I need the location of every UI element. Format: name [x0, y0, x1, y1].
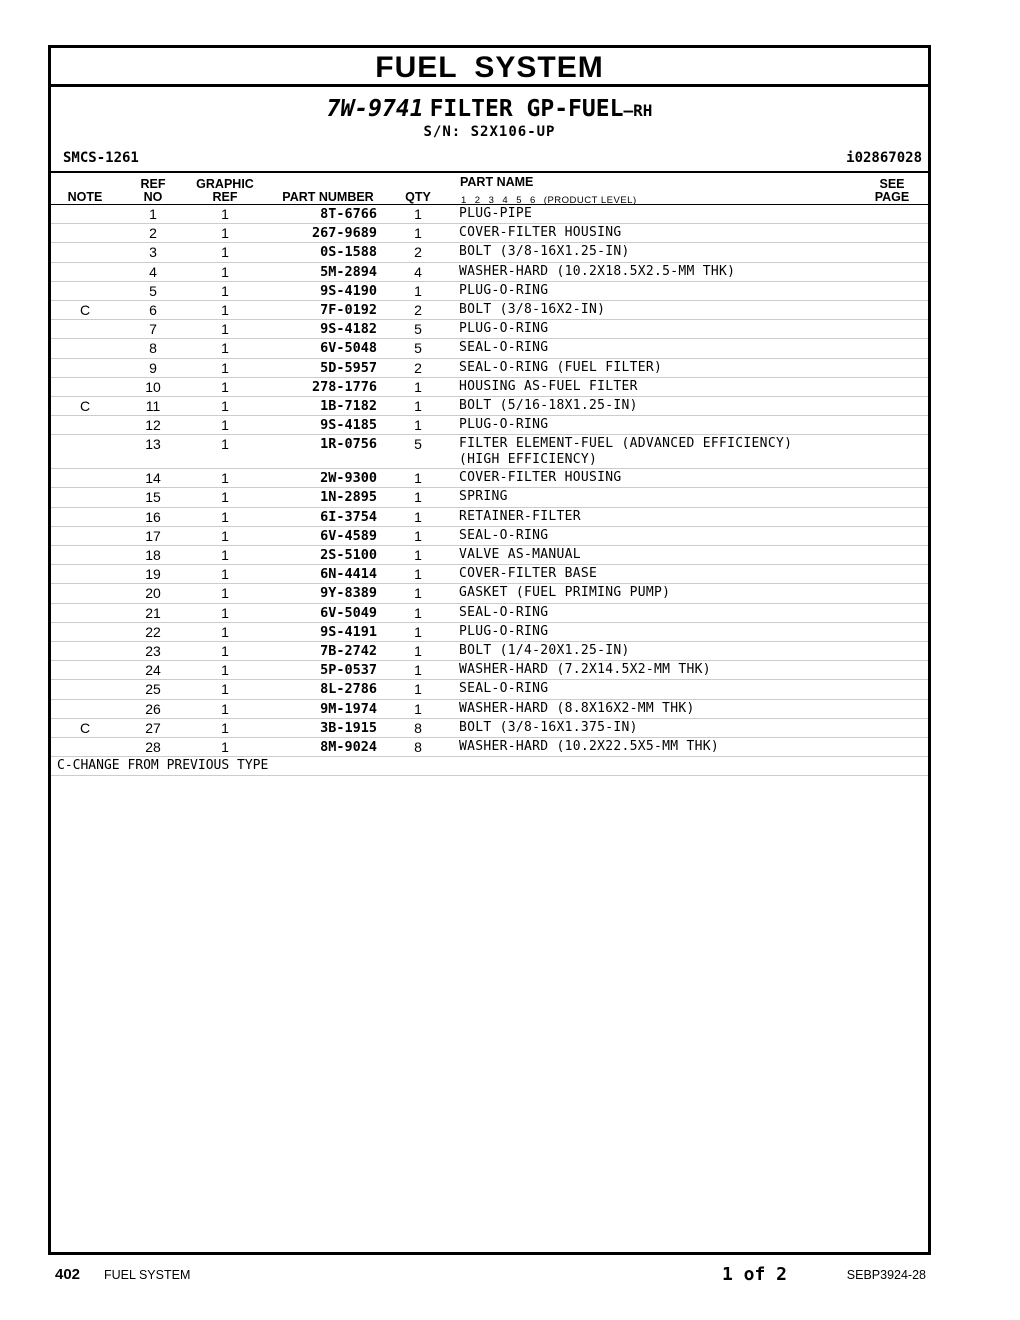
illustration-id: i02867028: [846, 150, 922, 166]
footnote-text: C-CHANGE FROM PREVIOUS TYPE: [57, 758, 269, 774]
part-number-cell: 9Y-8389: [320, 585, 377, 602]
graphic-ref-cell: 1: [221, 282, 229, 299]
part-number-cell: 9S-4190: [320, 282, 377, 299]
ref-no-cell: 20: [145, 585, 161, 602]
column-header-part-name: PART NAME: [460, 175, 534, 189]
part-name-cell: [459, 417, 889, 433]
part-number-cell: 5D-5957: [320, 359, 377, 376]
table-row: [51, 488, 928, 507]
graphic-ref-cell: 1: [221, 489, 229, 506]
part-name-line: WASHER-HARD (10.2X18.5X2.5-MM THK): [459, 263, 736, 279]
graphic-ref-cell: 1: [221, 206, 229, 222]
product-level-6: 6: [529, 195, 536, 206]
footer-doc-id: SEBP3924-28: [846, 1268, 926, 1282]
ref-no-cell: 12: [145, 417, 161, 434]
ref-no-cell: 28: [145, 738, 161, 755]
part-name-cell: [459, 264, 889, 280]
qty-cell: 1: [414, 378, 422, 395]
ref-no-cell: 10: [145, 378, 161, 395]
part-name-cell: [459, 624, 889, 640]
graphic-ref-cell: 1: [221, 604, 229, 621]
table-row: [51, 719, 928, 738]
ref-no-cell: 15: [145, 489, 161, 506]
part-number-cell: 1B-7182: [320, 397, 377, 414]
table-row: [51, 378, 928, 397]
qty-cell: 1: [414, 642, 422, 659]
ref-no-cell: 5: [149, 282, 157, 299]
part-name-cell: [459, 720, 889, 736]
part-name-line: (HIGH EFFICIENCY): [459, 451, 598, 467]
table-row: [51, 604, 928, 623]
graphic-ref-cell: 1: [221, 642, 229, 659]
qty-cell: 4: [414, 263, 422, 280]
qty-cell: 2: [414, 359, 422, 376]
ref-no-cell: 23: [145, 642, 161, 659]
graphic-ref-cell: 1: [221, 417, 229, 434]
part-name-cell: [459, 643, 889, 659]
ref-no-cell: 16: [145, 508, 161, 525]
part-name-line: BOLT (3/8-16X1.375-IN): [459, 719, 638, 735]
graphic-ref-cell: 1: [221, 566, 229, 583]
part-number-cell: 9M-1974: [320, 700, 377, 717]
graphic-ref-cell: 1: [221, 681, 229, 698]
part-number-cell: 8L-2786: [320, 681, 377, 698]
note-cell: C: [79, 397, 91, 414]
part-name-cell: [459, 283, 889, 299]
ref-no-cell: 14: [145, 470, 161, 487]
part-name-line: WASHER-HARD (7.2X14.5X2-MM THK): [459, 662, 711, 678]
graphic-ref-cell: 1: [221, 662, 229, 679]
qty-cell: 5: [414, 340, 422, 357]
qty-cell: 1: [414, 662, 422, 679]
ref-no-cell: 17: [145, 527, 161, 544]
graphic-ref-cell: 1: [221, 508, 229, 525]
part-name-cell: [459, 509, 889, 525]
graphic-ref-cell: 1: [221, 623, 229, 640]
graphic-ref-cell: 1: [221, 719, 229, 736]
ref-no-cell: 19: [145, 566, 161, 583]
part-name-line: SEAL-O-RING: [459, 340, 549, 356]
footer-section: FUEL SYSTEM: [104, 1268, 191, 1282]
qty-cell: 8: [414, 738, 422, 755]
graphic-ref-cell: 1: [221, 397, 229, 414]
qty-cell: 1: [414, 397, 422, 414]
part-name-line: COVER-FILTER BASE: [459, 566, 598, 582]
graphic-header-line1: GRAPHIC: [196, 177, 254, 191]
part-name-line: PLUG-PIPE: [459, 206, 533, 221]
ref-no-cell: 8: [149, 340, 157, 357]
qty-cell: 5: [414, 436, 422, 453]
ref-no-cell: 9: [149, 359, 157, 376]
footer-page-of: 1 of 2: [722, 1264, 788, 1285]
column-header-note: NOTE: [67, 190, 103, 204]
qty-cell: 1: [414, 417, 422, 434]
qty-cell: 1: [414, 225, 422, 242]
ref-header-line1: REF: [140, 177, 166, 191]
part-name-cell: [459, 701, 889, 717]
ref-no-cell: 3: [149, 244, 157, 261]
product-level-4: 4: [502, 195, 509, 206]
part-number-cell: 9S-4182: [320, 321, 377, 338]
part-number-cell: 0S-1588: [320, 244, 377, 261]
part-number-cell: 8T-6766: [320, 206, 377, 222]
part-name-cell: [459, 585, 889, 601]
product-level-label: (PRODUCT LEVEL): [543, 195, 637, 206]
table-row: [51, 397, 928, 416]
table-row: [51, 680, 928, 699]
qty-cell: 1: [414, 585, 422, 602]
part-name-cell: [459, 302, 889, 318]
graphic-ref-cell: 1: [221, 225, 229, 242]
part-name-cell: [459, 489, 889, 505]
part-name-cell: [459, 528, 889, 544]
footnote-row: [51, 757, 928, 776]
qty-cell: 2: [414, 244, 422, 261]
qty-cell: 1: [414, 470, 422, 487]
qty-cell: 1: [414, 700, 422, 717]
ref-no-cell: 18: [145, 547, 161, 563]
group-name: FILTER GP-FUEL: [429, 96, 624, 122]
table-row: [51, 435, 928, 469]
group-number: 7W-9741: [326, 96, 424, 122]
parts-table-body: [51, 205, 928, 776]
column-header-ref-no: [135, 178, 171, 204]
graphic-header-line2: REF: [212, 190, 238, 204]
serial-number: S/N: S2X106-UP: [423, 124, 556, 140]
table-row: [51, 469, 928, 488]
table-row: [51, 320, 928, 339]
table-row: [51, 359, 928, 378]
part-number-cell: 6V-4589: [320, 527, 377, 544]
part-number-cell: 278-1776: [311, 378, 377, 395]
product-level-1: 1: [461, 195, 467, 206]
part-name-cell: [459, 547, 889, 563]
product-level-3: 3: [488, 195, 495, 206]
part-number-cell: 7B-2742: [320, 642, 377, 659]
part-name-cell: [459, 244, 889, 260]
table-row: [51, 661, 928, 680]
table-row: [51, 263, 928, 282]
part-name-line: BOLT (5/16-18X1.25-IN): [459, 397, 638, 413]
graphic-ref-cell: 1: [221, 378, 229, 395]
ref-no-cell: 26: [145, 700, 161, 717]
ref-no-cell: 13: [145, 436, 161, 453]
graphic-ref-cell: 1: [221, 547, 229, 563]
ref-no-cell: 24: [145, 662, 161, 679]
section-title: FUEL SYSTEM: [375, 51, 604, 84]
ref-no-cell: 4: [149, 263, 157, 280]
part-name-line: RETAINER-FILTER: [459, 508, 581, 524]
graphic-ref-cell: 1: [221, 527, 229, 544]
graphic-ref-cell: 1: [221, 340, 229, 357]
graphic-ref-cell: 1: [221, 263, 229, 280]
qty-cell: 5: [414, 321, 422, 338]
part-name-line: PLUG-O-RING: [459, 417, 549, 433]
column-header-qty: QTY: [405, 190, 431, 204]
part-number-cell: 6V-5048: [320, 340, 377, 357]
qty-cell: 1: [414, 566, 422, 583]
part-name-cell: [459, 681, 889, 697]
part-name-line: SEAL-O-RING: [459, 681, 549, 697]
graphic-ref-cell: 1: [221, 470, 229, 487]
part-number-cell: 2S-5100: [320, 547, 377, 563]
table-row: [51, 205, 928, 224]
qty-cell: 1: [414, 489, 422, 506]
part-name-line: HOUSING AS-FUEL FILTER: [459, 378, 638, 394]
qty-cell: 1: [414, 547, 422, 563]
part-number-cell: 6N-4414: [320, 566, 377, 583]
part-name-line: FILTER ELEMENT-FUEL (ADVANCED EFFICIENCY): [459, 436, 793, 452]
table-row: [51, 738, 928, 757]
part-number-cell: 2W-9300: [320, 470, 377, 487]
part-name-line: SEAL-O-RING: [459, 604, 549, 620]
ref-no-cell: 6: [149, 301, 157, 318]
part-name-line: SPRING: [459, 489, 508, 505]
column-header-graphic-ref: [191, 178, 259, 204]
part-number-cell: 6V-5049: [320, 604, 377, 621]
graphic-ref-cell: 1: [221, 585, 229, 602]
table-row: [51, 642, 928, 661]
part-number-cell: 6I-3754: [320, 508, 377, 525]
part-name-line: BOLT (1/4-20X1.25-IN): [459, 642, 630, 658]
part-name-cell: [459, 470, 889, 486]
part-name-cell: [459, 739, 889, 755]
part-name-line: PLUG-O-RING: [459, 321, 549, 337]
table-row: [51, 623, 928, 642]
ref-header-line2: NO: [143, 190, 163, 204]
part-name-cell: [459, 340, 889, 356]
qty-cell: 8: [414, 719, 422, 736]
ref-no-cell: 27: [145, 719, 161, 736]
table-row: [51, 301, 928, 320]
part-name-cell: [459, 566, 889, 582]
qty-cell: 2: [414, 301, 422, 318]
part-name-cell: [459, 360, 889, 376]
part-number-cell: 7F-0192: [320, 301, 377, 318]
qty-cell: 1: [414, 604, 422, 621]
graphic-ref-cell: 1: [221, 700, 229, 717]
part-number-cell: 1R-0756: [320, 436, 377, 453]
table-row: [51, 565, 928, 584]
part-name-cell: [459, 379, 889, 395]
qty-cell: 1: [414, 623, 422, 640]
footer-page-number: 402: [55, 1266, 81, 1283]
ref-no-cell: 11: [145, 397, 161, 414]
part-number-cell: 3B-1915: [320, 719, 377, 736]
see-header-line2: PAGE: [874, 190, 910, 204]
table-row: [51, 584, 928, 603]
part-name-line: BOLT (3/8-16X2-IN): [459, 301, 606, 317]
ref-no-cell: 7: [149, 321, 157, 338]
part-number-cell: 267-9689: [311, 225, 377, 242]
table-row: [51, 243, 928, 262]
ref-no-cell: 22: [145, 623, 161, 640]
part-name-cell: [459, 321, 889, 337]
ref-no-cell: 25: [145, 681, 161, 698]
part-name-cell: [459, 206, 889, 222]
part-name-line: WASHER-HARD (8.8X16X2-MM THK): [459, 700, 695, 716]
ref-no-cell: 1: [149, 206, 157, 222]
ref-no-cell: 2: [149, 225, 157, 242]
qty-cell: 1: [414, 206, 422, 222]
part-name-line: VALVE AS-MANUAL: [459, 547, 581, 562]
part-number-cell: 8M-9024: [320, 738, 377, 755]
table-row: [51, 508, 928, 527]
note-cell: C: [79, 301, 91, 318]
note-cell: C: [79, 719, 91, 736]
part-name-cell: [459, 436, 889, 467]
graphic-ref-cell: 1: [221, 244, 229, 261]
product-level-5: 5: [516, 195, 522, 206]
table-row: [51, 224, 928, 243]
part-name-line: BOLT (3/8-16X1.25-IN): [459, 244, 630, 260]
part-number-cell: 9S-4185: [320, 417, 377, 434]
table-row: [51, 339, 928, 358]
graphic-ref-cell: 1: [221, 436, 229, 453]
qty-cell: 1: [414, 527, 422, 544]
table-row: [51, 546, 928, 565]
graphic-ref-cell: 1: [221, 301, 229, 318]
qty-cell: 1: [414, 282, 422, 299]
part-name-cell: [459, 225, 889, 241]
part-name-cell: [459, 398, 889, 414]
graphic-ref-cell: 1: [221, 738, 229, 755]
part-name-line: WASHER-HARD (10.2X22.5X5-MM THK): [459, 738, 720, 754]
part-name-line: PLUG-O-RING: [459, 282, 549, 298]
table-row: [51, 416, 928, 435]
see-header-line1: SEE: [879, 177, 905, 191]
product-level-2: 2: [474, 195, 481, 206]
graphic-ref-cell: 1: [221, 321, 229, 338]
header-top-rule: [51, 171, 928, 173]
parts-list-frame: [48, 45, 931, 1255]
column-header-see-page: [872, 178, 912, 204]
part-number-cell: 5P-0537: [320, 662, 377, 679]
ref-no-cell: 21: [145, 604, 161, 621]
part-name-line: SEAL-O-RING: [459, 527, 549, 543]
table-row: [51, 700, 928, 719]
part-name-line: SEAL-O-RING (FUEL FILTER): [459, 359, 663, 375]
part-name-cell: [459, 605, 889, 621]
part-name-line: COVER-FILTER HOUSING: [459, 225, 622, 241]
part-number-cell: 1N-2895: [320, 489, 377, 506]
qty-cell: 1: [414, 508, 422, 525]
smcs-code: SMCS-1261: [63, 150, 139, 166]
part-number-cell: 9S-4191: [320, 623, 377, 640]
part-name-line: PLUG-O-RING: [459, 623, 549, 639]
part-name-line: COVER-FILTER HOUSING: [459, 470, 622, 486]
part-number-cell: 5M-2894: [320, 263, 377, 280]
graphic-ref-cell: 1: [221, 359, 229, 376]
group-suffix: —RH: [623, 101, 653, 120]
table-row: [51, 282, 928, 301]
qty-cell: 1: [414, 681, 422, 698]
part-name-line: GASKET (FUEL PRIMING PUMP): [459, 585, 671, 601]
section-title-band: [51, 48, 928, 87]
column-header-part-number: PART NUMBER: [282, 190, 374, 204]
table-row: [51, 527, 928, 546]
part-name-cell: [459, 662, 889, 678]
group-heading: [51, 96, 928, 122]
